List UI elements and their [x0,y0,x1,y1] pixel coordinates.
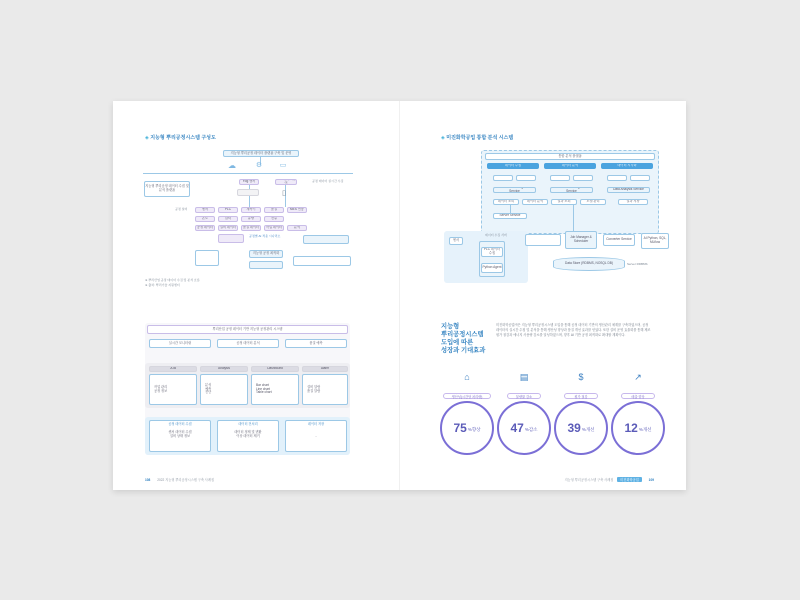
data-service-box [525,234,561,246]
kpi-circle [554,401,608,455]
small-row-box: 결과 저장 [618,199,648,205]
plc-box: PLC 데이터 수집 [481,247,503,257]
connector [510,205,511,213]
diagram2-tab: 실시간 모니터링 [149,339,211,348]
column-item: Line chart [256,386,270,391]
kpi-value: 12 [624,421,638,435]
caption-1: ※ 뿌리산업 공정 데이터 수집 및 분석 흐름 [145,278,200,282]
column-body [149,374,197,405]
row2-item: 유량 [241,216,261,222]
column-item: Bar chart [256,382,269,387]
expect-title [441,323,485,354]
row3-item: 설비 데이터 [219,225,237,230]
kpi-circle [497,401,551,455]
bottom-box-line: 데이터 정제 및 변환 [234,429,262,434]
row1-item: 계측기 [241,207,261,213]
kpi-label: 생산성(시간당 처리량) [443,393,491,399]
phone-icon: ▯ [282,190,286,197]
footer-text: 지능형 뿌리공정시스템 구축 사례집 [564,478,614,482]
group-box: 데이터 분석 [544,163,596,169]
row1-item: MES 연동 [287,207,307,213]
cloud-icon: ☁ [228,160,236,170]
column-title: Dashboard [251,366,299,372]
column-item: 분석 [205,382,212,387]
column-item: 작업 관리 [154,384,168,389]
service-box: Data Analysis Service [607,187,650,193]
sub-box [607,175,627,181]
column-item: 공정 정보 [154,388,168,393]
row1-item: PLC [218,207,238,213]
page-gutter [399,101,400,490]
sub-box [493,175,513,181]
converter-box: Converter Service [603,234,635,246]
sub-box [550,175,570,181]
bottom-box [217,420,279,452]
kpi-circle [440,401,494,455]
right-callout [293,256,351,266]
growth-chart-icon: ↗ [634,371,642,382]
column-item: 설비 알람 [307,384,321,389]
expect-title-line: 지능형 [441,323,460,330]
fog-sensor-box: Fog 센서 [239,179,259,185]
db-note: Server RDBMS [627,262,648,266]
diagram2-tab: 공정 데이터 분석 [217,339,279,348]
expect-title-line: 성장과 기대효과 [441,346,486,354]
bottom-box [149,420,211,452]
expect-title-line: 도입에 따른 [441,338,474,346]
column-title: JOB [149,366,197,372]
monitor-icon: ▭ [279,162,287,169]
diagram1-top-header: 지능형 뿌리공정 데이터 플랫폼 구축 및 운영 [223,150,299,157]
caption-2: ※ 출처: 뿌리기술 지원센터 [145,283,180,287]
diagram3-top-bar: 통합 분석 플랫폼 [485,153,655,160]
bottom-box-line: - [315,433,317,438]
kpi-unit: %개선 [638,427,652,432]
column-item: 진단 [205,390,212,395]
column-title: Analysis [200,366,248,372]
document-icon: ▤ [519,371,529,382]
column-item: 예측 [205,386,212,391]
bottom-note: 공정별 AI 적용 시나리오 [249,234,281,238]
bottom-box-line: 설비 상태 정보 [169,433,191,438]
kpi-label: 원가 절감 [564,393,598,399]
service-box: Dashboard Management Service [493,187,536,193]
section2-title: ◈ 미진화학공업 통합 분석 시스템 [441,135,514,141]
kpi-unit: %감소 [524,427,538,432]
small-row-box: 모델 관리 [580,199,606,205]
row3-item: 품질 데이터 [242,225,260,230]
money-bag-icon: $ [578,372,584,382]
python-agent-box: Python Agent [481,263,503,273]
diagram2-header: 뿌리산업 공정 데이터 기반 지능형 공정관리 시스템 [147,325,348,334]
small-row-box: 데이터 분석 [522,199,548,205]
side-note-right: 공정 데이터 실시간 수집 [312,179,344,183]
kpi-unit: %향상 [467,427,481,432]
section-marker-icon: ◈ [441,135,445,141]
bottom-box-line: 이상 데이터 제거 [236,433,260,438]
purple-block [218,234,244,243]
kpi-label: 불량률 감소 [507,393,541,399]
bottom-box [285,420,347,452]
right-footer [565,477,654,482]
group-box: 데이터 수집 [487,163,539,169]
row2-item: 압력 [218,216,238,222]
footer-tag: 미진화학공업 [617,477,641,482]
ai-python-box: AI Python, SQL, MLflow [641,233,669,249]
expect-body: 미진화학공업㈜은 지능형 뿌리공정시스템 도입을 통해 공정 데이터 기반의 생산관리 체계를 구축하였으며, 공정 데이터의 실시간 수집 및 분석을 통해 생산성 향상과 품질 개선 효과를 얻었다. 또한 설비 운영 효율화를 통해 제조원가 절감과 에너지 사용량 감소를 달성하였으며, 향후 AI 기반 공정 최적화로 확대할 계획이다. [496,323,651,337]
bottom-box-2 [249,261,283,269]
group-box: 데이터 시각화 [601,163,653,169]
left-footer [145,477,214,482]
column-item: Table chart [256,390,272,395]
server-service-box: Server Service [493,213,527,219]
data-store-db: Data Store (RDBMS, NOSQL DB) [553,257,625,271]
small-row-box: 데이터 조회 [493,199,519,205]
row3-item: 작업 데이터 [265,225,283,230]
bottom-box-line: 센서 데이터 수집 [168,429,192,434]
column-body [251,374,299,405]
kpi-value: 75 [453,421,467,435]
sub-box [516,175,536,181]
row3-item: 분석 [287,225,307,231]
sub-box [630,175,650,181]
factory-icon: ⌂ [464,372,470,382]
left-group-label: 데이터 수집 서버 [485,233,507,237]
side-note-left: 지능형 뿌리공정 데이터 수집 및 분석 플랫폼 [144,181,190,197]
kpi-value: 47 [510,421,524,435]
job-manager-box: Job Manager & Scheduler [565,231,597,249]
book-spread [113,101,686,490]
bottom-box-title: 공정 데이터 수집 [168,422,192,426]
sensor-box: 센서 [449,237,463,245]
sub-box [573,175,593,181]
diagram2-tab: 품질 예측 [285,339,347,348]
column-body [200,374,248,405]
kpi-value: 39 [567,421,581,435]
left-callout [195,250,219,266]
row1-item: 센서 [195,207,215,213]
expect-title-line: 뿌리공정시스템 [441,330,484,338]
row2-item: 온도 [195,216,215,222]
iot-gateway-box: IoT 게이트웨이 [275,179,297,185]
bottom-box-title: 데이터 저장 [307,422,325,426]
kpi-circle [611,401,665,455]
section1-title: ◈ 지능형 뿌리공정시스템 구성도 [145,135,216,141]
process-label: 공정 설비 [175,207,188,211]
service-box: Scheduler Management Service [550,187,593,193]
row3-item: 공정 데이터 [196,225,214,230]
section-marker-icon: ◈ [145,135,149,141]
kpi-label: 매출 향상 [621,393,655,399]
row2-item: 전류 [264,216,284,222]
right-note-box [303,235,349,244]
kpi-unit: %개선 [581,427,595,432]
footer-text: 2022 지능형 뿌리공정시스템 구축 사례집 [157,478,215,482]
gear-icon: ⚙ [255,162,263,169]
row1-item: 품질 [264,207,284,213]
bottom-box: 지능형 공정 최적화 [249,250,283,258]
page-number: 108 [145,478,151,482]
column-item: 품질 알람 [307,388,321,393]
bottom-box-title: 데이터 전처리 [238,422,258,426]
column-title: Alarm [302,366,348,372]
page-number: 109 [648,478,654,482]
small-row-box: 결과 조회 [551,199,577,205]
column-body [302,374,348,405]
device-box [237,189,259,196]
divider-line [143,173,353,174]
